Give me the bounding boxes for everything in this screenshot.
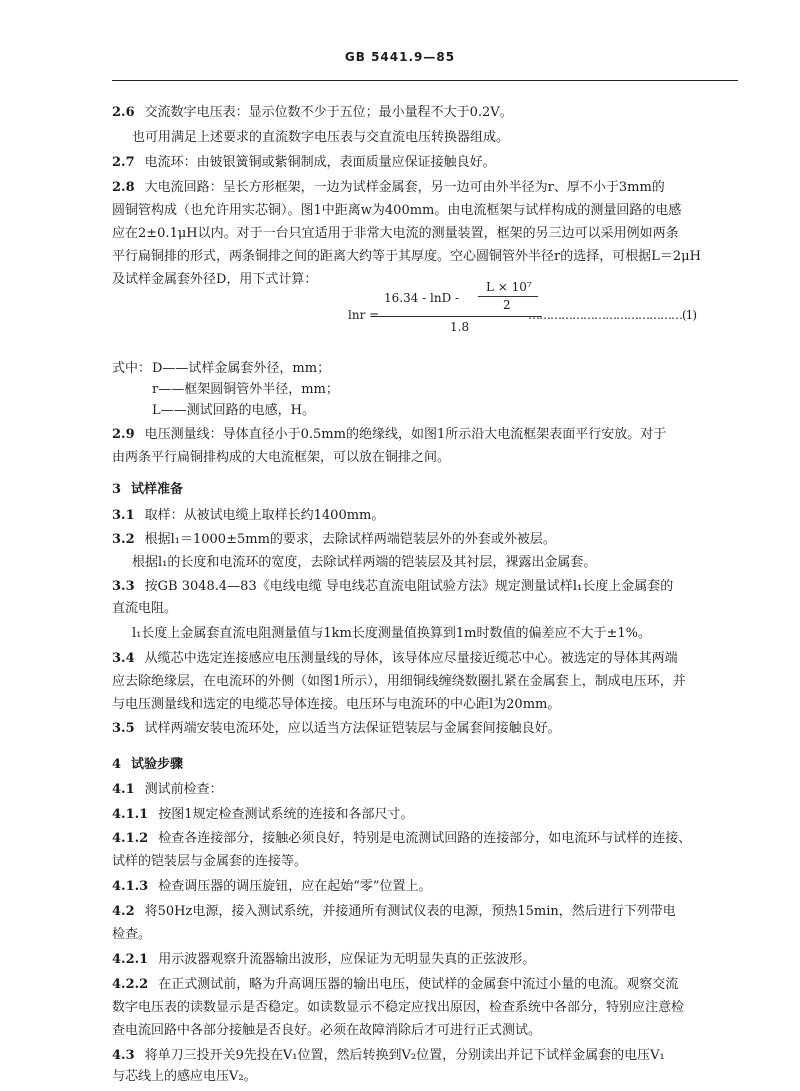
clause-4-2-2 [112, 976, 752, 994]
clause-text: 用示波器观察升流器输出波形，应保证为无明显失真的正弦波形。 [158, 952, 536, 967]
formula-fraction-bar [378, 316, 542, 317]
clause-2-6-cont: 也可用满足上述要求的直流数字电压表与交直流电压转换器组成。 [132, 130, 510, 145]
clause-3-4-line3: 与电压测量线和选定的电缆芯导体连接。电压环与电流环的中心距l为20mm。 [112, 697, 561, 712]
formula-denominator: 1.8 [450, 320, 470, 334]
clause-text: 取样：从被试电缆上取样长约1400mm。 [144, 508, 385, 523]
clause-number: 3.5 [112, 721, 135, 736]
section-3-heading [112, 481, 752, 499]
clause-number: 4.1.3 [112, 879, 149, 894]
clause-2-9-line2: 由两条平行扁铜排构成的大电流框架，可以放在铜排之间。 [112, 450, 451, 465]
clause-number: 4.1 [112, 782, 135, 797]
clause-4-1 [112, 781, 752, 799]
section-number: 3 [112, 482, 122, 497]
clause-3-4-line2: 应去除绝缘层，在电流环的外侧（如图1所示），用细铜线缠绕数圈扎紧在金属套上，制成电压环，并 [112, 674, 686, 689]
clause-4-2 [112, 903, 752, 921]
clause-text: 按图1规定检查测试系统的连接和各部尺寸。 [158, 807, 414, 822]
clause-text: 大电流回路：呈长方形框架，一边为试样金属套，另一边可由外半径为r、厚不小于3mm的 [144, 180, 665, 195]
clause-number: 4.1.2 [112, 831, 149, 846]
clause-number: 4.2.2 [112, 977, 149, 992]
where-label: 式中： [112, 361, 152, 376]
clause-4-1-2-line2: 试样的铠装层与金属套的连接等。 [112, 854, 308, 869]
clause-text: 将50Hz电源，接入测试系统，并接通所有测试仪表的电源，预热15min，然后进行下列带电 [144, 904, 676, 919]
clause-number: 2.7 [112, 155, 135, 170]
definition-L: L——测试回路的电感，H。 [152, 403, 315, 418]
clause-number: 3.2 [112, 532, 135, 547]
formula-inner-fraction-bar [478, 296, 538, 297]
clause-2-9 [112, 426, 752, 444]
clause-number: 3.1 [112, 508, 135, 523]
formula-lhs: lnr = [348, 308, 380, 322]
definition-r: r——框架圆铜管外半径，mm； [152, 382, 339, 397]
clause-number: 4.2.1 [112, 952, 149, 967]
clause-3-1 [112, 507, 752, 525]
clause-text: 从缆芯中选定连接感应电压测量线的导体，该导体应尽量接近缆芯中心。被选定的导体其两端 [144, 651, 678, 666]
clause-text: 将单刀三投开关9先投在V₁位置，然后转换到V₂位置，分别读出并记下试样金属套的电压V₁ [144, 1048, 665, 1063]
definition-D: D——试样金属套外径，mm； [152, 361, 331, 376]
section-4-heading [112, 756, 752, 774]
clause-text: 在正式测试前，略为升高调压器的输出电压，使试样的金属套中流过小量的电流。观察交流 [158, 977, 679, 992]
clause-number: 4.1.1 [112, 807, 149, 822]
clause-number: 4.2 [112, 904, 135, 919]
clause-text: 按GB 3048.4—83《电线电缆 导电线芯直流电阻试验方法》规定测量试样l₁长度上金属套的 [144, 579, 674, 594]
clause-4-2-line2: 检查。 [112, 927, 152, 942]
formula-inner-numerator: L × 10⁷ [486, 280, 532, 294]
clause-3-3-cont: l₁长度上金属套直流电阻测量值与1km长度测量值换算到1m时数值的偏差应不大于±1%。 [132, 626, 651, 641]
clause-2-8-line2: 圆铜管构成（也允许用实芯铜）。图1中距离w为400mm。由电流框架与试样构成的测量回路的电感 [112, 203, 682, 218]
clause-2-7 [112, 154, 752, 172]
clause-text: 根据l₁＝1000±5mm的要求，去除试样两端铠装层外的外套或外被层。 [144, 532, 556, 547]
clause-4-2-1 [112, 951, 752, 969]
clause-4-1-3 [112, 878, 752, 896]
clause-2-8-line5: 及试样金属套外径D，用下式计算： [112, 272, 318, 287]
clause-4-1-2 [112, 830, 752, 848]
clause-text: 电流环：由铍银簧铜或紫铜制成，表面质量应保证接触良好。 [144, 155, 496, 170]
header-rule [112, 80, 738, 81]
clause-4-2-2-line2: 数字电压表的读数显示是否稳定。如读数显示不稳定应找出原因，检查系统中各部分，特别应注意检 [112, 1000, 685, 1015]
clause-2-8-line3: 应在2±0.1μH以内。对于一台只宜适用于非常大电流的测量装置，框架的另三边可以采用例如两条 [112, 226, 679, 241]
clause-3-3-line2: 直流电阻。 [112, 601, 178, 616]
clause-number: 2.6 [112, 105, 135, 120]
clause-3-2-cont: 根据l₁的长度和电流环的宽度，去除试样两端的铠装层及其衬层，裸露出金属套。 [132, 555, 597, 570]
clause-number: 3.4 [112, 651, 135, 666]
section-title: 试验步骤 [131, 757, 184, 772]
clause-3-3 [112, 578, 752, 596]
formula-equation-number: ……………………………………(1) [528, 308, 696, 322]
clause-4-2-2-line3: 查电流回路中各部分接触是否良好。必须在故障消除后才可进行正式测试。 [112, 1023, 542, 1038]
clause-4-3 [112, 1047, 752, 1065]
clause-3-2 [112, 531, 752, 549]
clause-2-8 [112, 179, 752, 197]
clause-4-1-1 [112, 806, 752, 824]
standard-number-header: GB 5441.9—85 [344, 50, 456, 64]
clause-number: 2.8 [112, 180, 135, 195]
formula-numerator: 16.34 - lnD - [384, 291, 460, 305]
clause-3-4 [112, 650, 752, 668]
clause-text: 测试前检查： [144, 782, 223, 797]
clause-number: 4.3 [112, 1048, 135, 1063]
clause-text: 检查各连接部分，接触必须良好，特别是电流测试回路的连接部分，如电流环与试样的连接、 [158, 831, 692, 846]
clause-2-6 [112, 104, 752, 122]
clause-text: 交流数字电压表：显示位数不少于五位；最小量程不大于0.2V。 [144, 105, 513, 120]
clause-text: 试样两端安装电流环处，应以适当方法保证铠装层与金属套间接触良好。 [144, 721, 561, 736]
formula-inner-denominator: 2 [503, 298, 511, 312]
clause-3-5 [112, 720, 752, 738]
clause-text: 电压测量线：导体直径小于0.5mm的绝缘线，如图1所示沿大电流框架表面平行安放。对于 [144, 427, 667, 442]
clause-2-8-line4: 平行扁铜排的形式，两条铜排之间的距离大约等于其厚度。空心圆铜管外半径r的选择，可根据L＝2μH [112, 249, 701, 264]
clause-text: 检查调压器的调压旋钮，应在起始“零”位置上。 [158, 879, 432, 894]
clause-number: 3.3 [112, 579, 135, 594]
clause-number: 2.9 [112, 427, 135, 442]
section-number: 4 [112, 757, 122, 772]
clause-4-3-line2: 与芯线上的感应电压V₂。 [112, 1069, 257, 1084]
section-title: 试样准备 [131, 482, 184, 497]
